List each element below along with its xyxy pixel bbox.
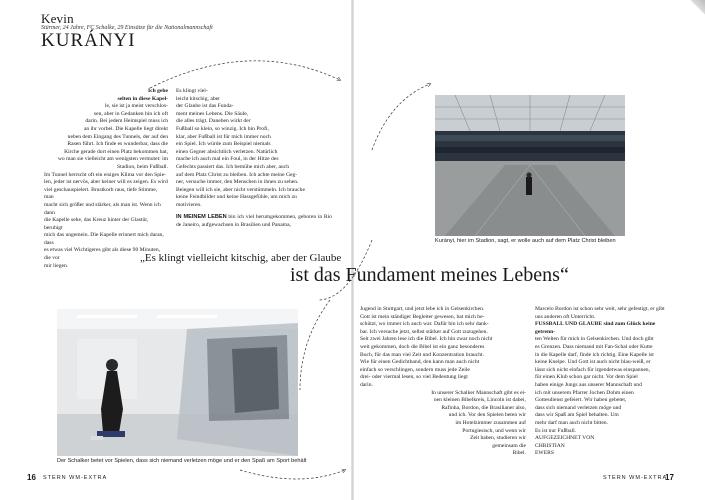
text-line: für einen Klub schon gar nicht. Vor dem Spiel: [535, 374, 638, 381]
text-line: In unserer Schalker Mannschaft gibt es ei-: [431, 389, 526, 396]
body-column-middle-tail: [176, 214, 332, 236]
text-line: ich mit unserem Pfarrer Jochen Dohm einen: [535, 389, 634, 396]
text-line: Gottesdienst gefeiert. Wir haben gebetet,: [535, 397, 627, 404]
stadium-caption: Kurányi, hier im Stadion, sagt, er wolle auch auf dem Platz Christ bleiben: [435, 238, 616, 244]
text-line: keine Feindbilder und keine Hassgefühle, um mich zu: [176, 194, 297, 201]
text-line: leicht kitschig, aber: [176, 95, 220, 102]
text-line: ner, versuche immer, den Menschen in ihnen zu sehen.: [176, 179, 299, 186]
middle-tail-text: bin ich viel herumgekommen, geboren in Rio de Janeiro, aufgewachsen in Brasilien und Panama,: [176, 214, 332, 228]
text-line: mehr darf man auch nicht bitten.: [535, 419, 609, 426]
text-line: sen, aber in Gedanken bin ich oft: [93, 110, 168, 117]
text-line: motivieren.: [176, 201, 202, 208]
text-line: ten Welten für mich in Gelsenkirchen. Und doch gibt: [535, 336, 654, 343]
text-line: mir liegen.: [44, 262, 69, 269]
text-line: len, jeder ist nervös, aber keiner will es zeigen. Es wird: [44, 179, 168, 186]
text-line: mich das ungemein. Die Kapelle erinnert mich daran, dass: [44, 232, 164, 246]
text-line: Im Tunnel herrscht oft ein eisiges Klima vor den Spie-: [44, 171, 166, 178]
text-line: keine Kneipe. Und Gott ist auch nicht blau-weiß, er: [535, 359, 651, 366]
pull-quote-line1: „Es klingt vielleicht kitschig, aber der Glaube: [140, 252, 342, 264]
text-line: im Hotelzimmer zusammen auf: [455, 419, 526, 426]
text-line: drei- oder viermal lesen, so viel Bedeutung liegt: [360, 374, 468, 381]
text-line: darin.: [360, 381, 373, 388]
text-line: Es klingt viel-: [176, 88, 208, 94]
text-line: selten in diese Kapel-: [117, 95, 168, 102]
text-line: macht sich größer und stärker, als man ist. Wenn ich dann: [44, 201, 161, 216]
text-line: in die Kapelle darf, finde ich richtig. Eine Kapelle ist: [535, 351, 654, 358]
text-line: AUFGEZEICHNET VON: [535, 435, 595, 442]
text-line: EWERS: [535, 450, 554, 457]
text-line: darin. Bei jedem Heimspiel muss ich: [85, 118, 168, 125]
text-line: le, sie ist ja meist verschlos-: [104, 103, 168, 110]
first-name: Kevin: [41, 11, 74, 26]
text-line: ment meines Lebens. Die Säule,: [176, 110, 249, 117]
text-line: Jugend in Stuttgart, und jetzt lebe ich in Gelsenkirchen.: [360, 306, 485, 312]
text-line: Stadion, beim Fußball.: [117, 163, 168, 170]
folio-left: STERN WM-EXTRA: [43, 475, 108, 481]
text-line: der Glaube ist das Funda-: [176, 103, 234, 110]
text-line: Rasen führt. Ich finde es wunderbar, dass die: [67, 141, 168, 148]
text-line: dass wir Spaß am Spiel behalten. Um: [535, 412, 619, 419]
text-line: Kirche gerade dort einen Platz bekommen hat,: [64, 148, 168, 155]
text-line: einfach so verschlingen, sondern muss jede Zeile: [360, 366, 470, 373]
text-line: nen kleinen Bibelkreis, Lincoln ist dabei,: [433, 397, 526, 404]
text-line: weit gekommen, doch die Bibel ist ein ganz besonderes: [360, 343, 485, 350]
folio-right: STERN WM-EXTRA: [603, 475, 668, 481]
text-line: auf dem Platz Christ zu bleiben. Ich achte meine Geg-: [176, 171, 298, 178]
page-number-right: 17: [665, 473, 674, 482]
text-line: viel geschauspielert. Brustkorb raus, tiefe Stimme, man: [44, 186, 158, 201]
chapel-caption: Der Schalker betet vor Spielen, dass sich niemand verletzen möge und er den Spaß am Sport behält: [57, 458, 307, 464]
text-line: Portugiesisch, und wenn wir: [462, 427, 526, 434]
text-line: ein Spiel. Ich würde zum Beispiel niemals: [176, 141, 271, 148]
text-line: an ihr vorbei. Die Kapelle liegt direkt: [83, 125, 168, 132]
text-line: es etwas viel Wichtigeres gibt als diese 90 Minuten, die vor: [44, 247, 161, 262]
text-line: uns anderen oft Unterricht.: [535, 313, 596, 320]
text-line: Fußball so klein, so winzig. Ich bin Profi,: [176, 125, 269, 132]
text-line: neben dem Eingang des Tunnels, der auf den: [67, 133, 168, 140]
text-line: Buch, für das man viel Zeit und Konzentration braucht.: [360, 351, 484, 358]
text-line: lässt sich nicht einfach für irgendetwas einspannen,: [535, 366, 650, 373]
text-line: Gefechts passiert das. Ich bemühe mich aber, auch: [176, 163, 290, 170]
text-line: Marcelo Bordon ist schon sehr weit, sehr gefestigt, er gibt: [535, 306, 665, 312]
chapel-photo: [57, 309, 298, 456]
page-number-left: 16: [27, 473, 36, 482]
text-line: Beiegen will ich sie, aber nicht verstümmeln. Ich brauche: [176, 186, 305, 193]
text-line: Wie für einen Gedichtband, den kann man auch nicht: [360, 359, 480, 366]
subtitle: Stürmer, 24 Jahre, FC Schalke, 29 Einsätze für die Nationalmannschaft: [41, 25, 213, 31]
stadium-photo: [435, 95, 625, 236]
text-line: CHRISTIAN: [535, 442, 565, 449]
subhead-in-meinem-leben: IN MEINEM LEBEN: [176, 214, 227, 220]
text-line: Seit zwei Jahren lese ich die Bibel. Ich bin zwar noch nicht: [360, 336, 493, 343]
text-line: haben einige Jungs aus unserer Mannschaft und: [535, 381, 642, 388]
text-line: die alles trägt. Daneben wirkt der: [176, 118, 251, 125]
body-column-left: [44, 88, 168, 269]
text-line: die Kapelle sehe, das Kreuz hinter der Glastür, beruhigt: [44, 217, 149, 231]
body-column-right-1: [360, 306, 526, 461]
text-line: Bibel.: [512, 450, 526, 457]
text-line: und ich. Vor den Spielen beten wir: [448, 412, 526, 419]
text-line: bar. Ich versuche jetzt, selbst stärker auf Gott zuzugehen.: [360, 328, 488, 335]
text-line: Es ist nur Fußball.: [535, 427, 577, 434]
text-line: einen Gegner absichtlich verletzen. Natürlich: [176, 148, 278, 155]
text-line: Gott ist mein ständiger Begleiter gewesen, hat mich be-: [360, 313, 485, 320]
text-line: mache ich auch mal ein Foul, in der Hitze des: [176, 156, 279, 163]
text-line: dass sich niemand verletzen möge und: [535, 404, 622, 411]
text-line: es Grenzen. Dass niemand mit Fan-Schal oder Kutte: [535, 343, 653, 350]
text-line: Zeit haben, studieren wir: [470, 435, 526, 442]
text-line: Ich gehe: [147, 88, 168, 94]
text-line: FUSSBALL UND GLAUBE sind zum Glück keine getrenn-: [535, 321, 656, 335]
body-column-right-2: [535, 306, 669, 461]
text-line: gemeinsam die: [492, 442, 526, 449]
text-line: Rafinha, Bordon, die Brasilianer also,: [441, 404, 526, 411]
text-line: wo man sie vielleicht am wenigsten vermutet: im: [57, 156, 168, 163]
pull-quote-line2: ist das Fundament meines Lebens“: [290, 264, 569, 286]
last-name: KURÁNYI: [41, 30, 136, 51]
text-line: klar, aber Fußball ist für mich immer noch: [176, 133, 271, 140]
text-line: schützt, wo immer ich auch war. Dafür bin ich sehr dank-: [360, 321, 489, 328]
body-column-middle: [176, 88, 332, 213]
